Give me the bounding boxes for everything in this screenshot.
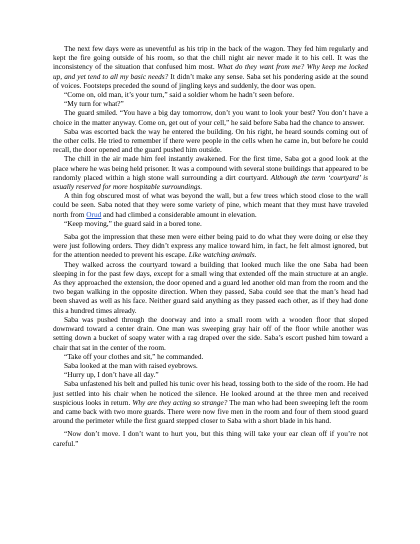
paragraph xyxy=(53,260,368,315)
paragraph-text: The chill in the air made him feel instantly awakened. For the first time, Saba got a good look at the place where he was being held prisoner. It was a compound with several stone buildings that appeared to be randomly placed within a high stone wall surrounding a dirt courtyard. xyxy=(53,154,368,182)
paragraph-text: It didn’t make any sense. Saba set his pondering aside at the sound of voices. Footsteps preceded the sound of jingling keys and suddenly, the door was open. xyxy=(53,71,369,90)
paragraph-text: The man who had been sweeping left the room and came back with two more guards. There were now five men in the room and four of them stood guard around the perimeter while the first guard stepped closer to Saba with a short blade in his hand. xyxy=(53,397,368,426)
paragraph xyxy=(53,352,368,361)
paragraph xyxy=(53,370,368,379)
italic-thought-text: Although the term ‘courtyard’ is usually reserved for more hospitable surroundings. xyxy=(53,172,369,192)
paragraph xyxy=(53,429,368,447)
paragraph xyxy=(53,219,368,228)
paragraph xyxy=(53,191,368,219)
paragraph xyxy=(53,90,368,99)
italic-thought-text: Why are they acting so strange? xyxy=(132,397,228,407)
paragraph xyxy=(53,99,368,108)
paragraph-text: They walked across the courtyard toward a building that looked much like the one Saba had been sleeping in for the past few days, except for a small wing that extended off the main structure at an angle. As they approached the extension, the door opened and a guard led another old man from the room and the two began walking in the opposite direction. When they passed, Saba could see that the man’s head had been shaved as well as his face. Neither guard said anything as they passed each other, as if they had done this a hundred times already. xyxy=(53,259,368,315)
paragraph xyxy=(53,127,368,155)
paragraph xyxy=(53,44,368,90)
paragraph-text: A thin fog obscured most of what was beyond the wall, but a few trees which stood close to the wall could be seen. Saba noted that they were some variety of pine, which meant that they must have traveled north from xyxy=(53,191,368,219)
paragraph-text: Saba unfastened his belt and pulled his tunic over his head, tossing both to the side of the room. He had just settled into his chair when he noticed the silence. He looked around at the three men and received suspicious looks in return. xyxy=(53,379,368,407)
paragraph-text: and had climbed a considerable amount in elevation. xyxy=(101,209,257,219)
paragraph-text: Saba looked at the man with raised eyebrows. xyxy=(64,360,198,370)
paragraph xyxy=(53,379,368,425)
paragraph-text: Saba got the impression that these men were either being paid to do what they were doing or else they were just following orders. They didn’t express any malice toward him, in fact, he felt almost ignored, but for the attention needed to prevent his escape. xyxy=(53,232,368,260)
paragraph-text: Saba was escorted back the way he entered the building. On his right, he heard sounds coming out of the other cells. He tried to remember if there were people in the cells when he came in, but before he could recall, the door opened and the guard pushed him outside. xyxy=(53,126,368,155)
italic-thought-text: What do they want from me? Why keep me locked up, and yet tend to all my basic needs? xyxy=(53,62,368,81)
paragraph-text: The guard smiled. “You have a big day tomorrow, don’t you want to look your best? You don’t have a choice in the matter anyway. Come on, get out of your cell,” he said before Saba had the chance to answer. xyxy=(53,108,368,127)
paragraph-text: “My turn for what?” xyxy=(64,99,124,109)
italic-thought-text: Like watching animals. xyxy=(188,250,257,260)
paragraph xyxy=(53,108,368,126)
paragraph-text: The next few days were as uneventful as his trip in the back of the wagon. They fed him regularly and kept the fire going outside of his room, so that the chill night air never made it to his cell. It was the inconsistency of the situation that confused him most. xyxy=(53,44,368,72)
paragraph-text: “Take off your clothes and sit,” he commanded. xyxy=(64,351,204,361)
paragraph xyxy=(53,154,368,191)
paragraph-text: “Come on, old man, it’s your turn,” said a soldier whom he hadn’t seen before. xyxy=(64,90,295,100)
paragraph-text: “Hurry up, I don’t have all day.” xyxy=(64,370,159,380)
place-link[interactable]: Orud xyxy=(86,209,102,219)
paragraph-text: “Now don’t move. I don’t want to hurt you, but this thing will take your ear clean off if you’re not careful.” xyxy=(53,429,368,448)
paragraph xyxy=(53,315,368,352)
paragraph xyxy=(53,232,368,260)
paragraph-text: Saba was pushed through the doorway and into a small room with a wooden floor that sloped downward toward a center drain. One man was sweeping gray hair off of the floor while another was setting down a bucket of soapy water with a rag draped over the side. Saba’s escort pushed him toward a chair that sat in the center of the room. xyxy=(53,314,368,352)
paragraph-text: “Keep moving,” the guard said in a bored tone. xyxy=(64,218,202,228)
paragraph xyxy=(53,361,368,370)
